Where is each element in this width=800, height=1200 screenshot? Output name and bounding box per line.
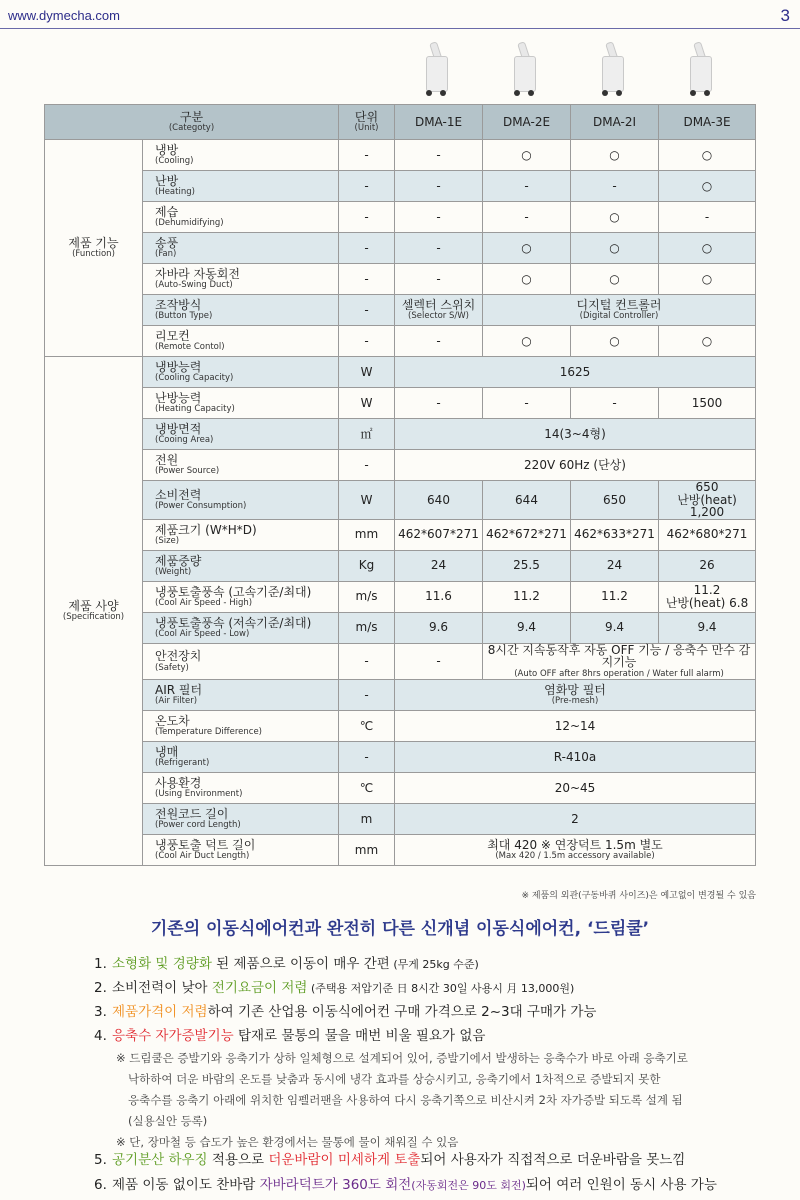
row-label: 사용환경 (Using Environment) — [143, 772, 339, 803]
row-unit: ℃ — [339, 710, 395, 741]
table-row — [45, 202, 756, 233]
row-unit: - — [339, 450, 395, 481]
row-label: 제품크기 (W*H*D) (Size) — [143, 519, 339, 550]
table-cell: 9.4 — [571, 612, 659, 643]
table-cell: R-410a — [395, 741, 756, 772]
table-cell: ○ — [659, 233, 756, 264]
row-label: 송풍 (Fan) — [143, 233, 339, 264]
table-cell: - — [483, 388, 571, 419]
table-cell: ○ — [659, 264, 756, 295]
feature-item: 1. 소형화 및 경량화 된 제품으로 이동이 매우 간편 (무게 25kg 수준) — [94, 956, 479, 972]
table-cell: 9.4 — [659, 612, 756, 643]
table-cell: 11.2 — [571, 581, 659, 612]
table-cell: 650 난방(heat) 1,200 — [659, 481, 756, 520]
table-cell: 11.2 난방(heat) 6.8 — [659, 581, 756, 612]
row-label: 전원코드 길이 (Power cord Length) — [143, 803, 339, 834]
table-cell: 644 — [483, 481, 571, 520]
table-cell: ○ — [483, 326, 571, 357]
table-cell: 1625 — [395, 357, 756, 388]
row-label: 냉방면적 (Cooing Area) — [143, 419, 339, 450]
row-unit: - — [339, 741, 395, 772]
table-cell: ○ — [483, 140, 571, 171]
table-cell: - — [395, 202, 483, 233]
table-cell: ○ — [659, 140, 756, 171]
row-unit: m/s — [339, 612, 395, 643]
table-row — [45, 388, 756, 419]
table-row — [45, 612, 756, 643]
row-label: 자바라 자동회전 (Auto-Swing Duct) — [143, 264, 339, 295]
header-unit: 단위 (Unit) — [339, 105, 395, 140]
row-label: AIR 필터 (Air Filter) — [143, 679, 339, 710]
table-row — [45, 741, 756, 772]
table-row — [45, 140, 756, 171]
feature-note: ※ 드림쿨은 증발기와 응축기가 상하 일체형으로 설계되어 있어, 증발기에서 발생하는 응축수가 바로 아래 응축기로 낙하하여 더운 바람의 온도를 낮춤과 동시에 냉각 효과를 상승시키고, 응축기에서 1차적으로 증발되지 못한 응축수를 응축기 아래에 위치한 임펠러팬을 사용하여 다시 응축기쪽으로 비산시켜 2차 자가증발 되도록 설계 됨 (실용실안 등록) ※ 단, 장마철 등 습도가 높은 환경에서는 물통에 물이 채워질 수 있음 — [116, 1051, 688, 1149]
row-label: 냉풍토출풍속 (저속기준/최대) (Cool Air Speed - Low) — [143, 612, 339, 643]
row-unit: ㎡ — [339, 419, 395, 450]
table-cell: 셀렉터 스위치 (Selector S/W) — [395, 295, 483, 326]
product-image-dma-3e — [684, 42, 716, 98]
group-specification: 제품 사양 (Specification) — [45, 357, 143, 866]
table-cell: - — [395, 171, 483, 202]
table-cell: ○ — [571, 264, 659, 295]
table-cell: - — [659, 202, 756, 233]
row-unit: W — [339, 357, 395, 388]
row-unit: Kg — [339, 550, 395, 581]
row-unit: W — [339, 388, 395, 419]
row-label: 냉풍토출 덕트 길이 (Cool Air Duct Length) — [143, 834, 339, 865]
table-note: ※ 제품의 외관(구동바퀴 사이즈)은 예고없이 변경될 수 있음 — [521, 891, 756, 901]
row-unit: - — [339, 643, 395, 679]
row-label: 냉방 (Cooling) — [143, 140, 339, 171]
product-image-dma-1e — [420, 42, 452, 98]
product-images — [0, 38, 800, 102]
table-cell: 9.4 — [483, 612, 571, 643]
table-cell: ○ — [571, 140, 659, 171]
table-row — [45, 295, 756, 326]
table-row — [45, 581, 756, 612]
table-cell: 염화망 필터 (Pre-mesh) — [395, 679, 756, 710]
table-cell: ○ — [659, 171, 756, 202]
table-row — [45, 357, 756, 388]
row-label: 조작방식 (Button Type) — [143, 295, 339, 326]
table-cell: 20~45 — [395, 772, 756, 803]
row-unit: - — [339, 264, 395, 295]
feature-list — [94, 952, 774, 1153]
row-label: 제습 (Dehumidifying) — [143, 202, 339, 233]
feature-item: 3. 제품가격이 저렴하여 기존 산업용 이동식에어컨 구매 가격으로 2~3대 구매가 가능 — [94, 1004, 597, 1020]
table-cell: 9.6 — [395, 612, 483, 643]
table-cell: 650 — [571, 481, 659, 520]
table-row — [45, 550, 756, 581]
header-model: DMA-2E — [483, 105, 571, 140]
row-label: 전원 (Power Source) — [143, 450, 339, 481]
table-cell: - — [571, 388, 659, 419]
table-cell: ○ — [483, 233, 571, 264]
table-cell: - — [483, 202, 571, 233]
header-model: DMA-1E — [395, 105, 483, 140]
table-cell: 462*633*271 — [571, 519, 659, 550]
table-cell: - — [483, 171, 571, 202]
table-row — [45, 834, 756, 865]
row-label: 안전장치 (Safety) — [143, 643, 339, 679]
row-unit: - — [339, 295, 395, 326]
table-cell: - — [395, 643, 483, 679]
row-label: 제품중량 (Weight) — [143, 550, 339, 581]
feature-list-continued — [94, 1148, 794, 1198]
product-image-dma-2i — [596, 42, 628, 98]
row-unit: - — [339, 326, 395, 357]
table-cell: 11.6 — [395, 581, 483, 612]
table-cell: ○ — [571, 202, 659, 233]
row-unit: - — [339, 171, 395, 202]
row-unit: m/s — [339, 581, 395, 612]
page-number: 3 — [780, 6, 790, 25]
row-unit: m — [339, 803, 395, 834]
site-url: www.dymecha.com — [8, 8, 120, 23]
spec-table — [44, 104, 756, 866]
table-cell: 최대 420 ※ 연장덕트 1.5m 별도 (Max 420 / 1.5m accessory available) — [395, 834, 756, 865]
table-row — [45, 419, 756, 450]
row-unit: - — [339, 233, 395, 264]
table-cell: ○ — [571, 233, 659, 264]
row-label: 냉매 (Refrigerant) — [143, 741, 339, 772]
row-label: 냉풍토출풍속 (고속기준/최대) (Cool Air Speed - High) — [143, 581, 339, 612]
row-label: 난방능력 (Heating Capacity) — [143, 388, 339, 419]
table-cell: ○ — [483, 264, 571, 295]
table-row — [45, 326, 756, 357]
feature-item: 5. 공기분산 하우징 적용으로 더운바람이 미세하게 토출되어 사용자가 직접적으로 더운바람을 못느낌 — [94, 1152, 686, 1168]
table-row — [45, 519, 756, 550]
table-cell: 14(3~4형) — [395, 419, 756, 450]
table-cell: 25.5 — [483, 550, 571, 581]
row-unit: - — [339, 202, 395, 233]
table-row — [45, 710, 756, 741]
table-cell: - — [571, 171, 659, 202]
row-unit: mm — [339, 519, 395, 550]
table-cell: 12~14 — [395, 710, 756, 741]
table-cell: 24 — [571, 550, 659, 581]
table-header-row — [45, 105, 756, 140]
row-unit: mm — [339, 834, 395, 865]
table-row — [45, 481, 756, 520]
row-unit: ℃ — [339, 772, 395, 803]
table-row — [45, 233, 756, 264]
table-cell: - — [395, 388, 483, 419]
table-cell: - — [395, 140, 483, 171]
section-title: 기존의 이동식에어컨과 완전히 다른 신개념 이동식에어컨, ‘드림쿨’ — [150, 919, 650, 939]
table-row — [45, 450, 756, 481]
table-cell: - — [395, 264, 483, 295]
row-label: 리모컨 (Remote Contol) — [143, 326, 339, 357]
header-model: DMA-2I — [571, 105, 659, 140]
table-row — [45, 171, 756, 202]
table-row — [45, 264, 756, 295]
table-cell: 8시간 지속동작후 자동 OFF 기능 / 응축수 만수 감지기능 (Auto OFF after 8hrs operation / Water full alarm) — [483, 643, 756, 679]
table-row — [45, 772, 756, 803]
header-category: 구분 (Categoty) — [45, 105, 339, 140]
table-cell: ○ — [659, 326, 756, 357]
table-cell: 1500 — [659, 388, 756, 419]
table-cell: 462*607*271 — [395, 519, 483, 550]
table-row — [45, 803, 756, 834]
product-image-dma-2e — [508, 42, 540, 98]
table-cell: 462*680*271 — [659, 519, 756, 550]
table-cell: 220V 60Hz (단상) — [395, 450, 756, 481]
header-model: DMA-3E — [659, 105, 756, 140]
table-cell: - — [395, 326, 483, 357]
table-cell: 2 — [395, 803, 756, 834]
table-cell: 640 — [395, 481, 483, 520]
row-label: 난방 (Heating) — [143, 171, 339, 202]
group-function: 제품 기능 (Function) — [45, 140, 143, 357]
table-cell: 26 — [659, 550, 756, 581]
table-row — [45, 643, 756, 679]
row-unit: - — [339, 140, 395, 171]
row-unit: W — [339, 481, 395, 520]
feature-item: 4. 응축수 자가증발기능 탑재로 물통의 물을 매번 비울 필요가 없음 — [94, 1028, 486, 1044]
row-label: 온도차 (Temperature Difference) — [143, 710, 339, 741]
table-cell: 462*672*271 — [483, 519, 571, 550]
header-divider — [0, 28, 800, 29]
feature-item: 2. 소비전력이 낮아 전기요금이 저렴 (주택용 저압기준 日 8시간 30일 사용시 月 13,000원) — [94, 980, 575, 996]
row-label: 소비전력 (Power Consumption) — [143, 481, 339, 520]
table-row — [45, 679, 756, 710]
table-cell: 24 — [395, 550, 483, 581]
row-label: 냉방능력 (Cooling Capacity) — [143, 357, 339, 388]
table-cell: - — [395, 233, 483, 264]
table-cell: 디지털 컨트롤러 (Digital Controller) — [483, 295, 756, 326]
feature-item: 6. 제품 이동 없이도 찬바람 자바라덕트가 360도 회전(자동회전은 90도 회전)되어 여러 인원이 동시 사용 가능 — [94, 1177, 717, 1193]
row-unit: - — [339, 679, 395, 710]
table-cell: 11.2 — [483, 581, 571, 612]
table-cell: ○ — [571, 326, 659, 357]
